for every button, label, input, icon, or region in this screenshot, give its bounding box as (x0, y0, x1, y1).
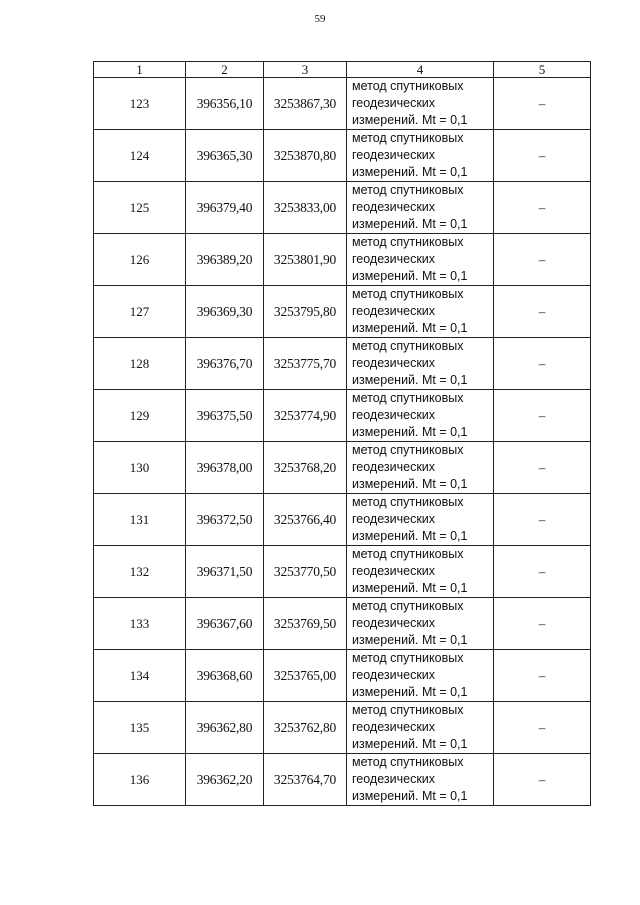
point-number: 131 (94, 494, 186, 546)
header-col-5: 5 (494, 62, 591, 78)
method-description: метод спутниковых геодезических измерений. Mt = 0,1 (347, 546, 494, 598)
note-dash: – (494, 390, 591, 442)
table-row (94, 130, 591, 182)
coordinate-y: 3253867,30 (264, 78, 347, 130)
note-dash: – (494, 650, 591, 702)
point-number: 132 (94, 546, 186, 598)
coordinate-x: 396378,00 (186, 442, 264, 494)
table-row (94, 494, 591, 546)
point-number: 128 (94, 338, 186, 390)
header-col-1: 1 (94, 62, 186, 78)
method-description: метод спутниковых геодезических измерений. Mt = 0,1 (347, 130, 494, 182)
coordinate-y: 3253769,50 (264, 598, 347, 650)
method-description: метод спутниковых геодезических измерений. Mt = 0,1 (347, 78, 494, 130)
coordinate-y: 3253766,40 (264, 494, 347, 546)
point-number: 130 (94, 442, 186, 494)
coordinate-x: 396362,20 (186, 754, 264, 806)
point-number: 126 (94, 234, 186, 286)
note-dash: – (494, 286, 591, 338)
coordinate-y: 3253762,80 (264, 702, 347, 754)
coordinate-x: 396375,50 (186, 390, 264, 442)
coordinate-y: 3253765,00 (264, 650, 347, 702)
header-col-4: 4 (347, 62, 494, 78)
method-description: метод спутниковых геодезических измерений. Mt = 0,1 (347, 598, 494, 650)
coordinate-x: 396371,50 (186, 546, 264, 598)
table-row (94, 702, 591, 754)
coordinate-y: 3253870,80 (264, 130, 347, 182)
table-row (94, 390, 591, 442)
note-dash: – (494, 234, 591, 286)
point-number: 133 (94, 598, 186, 650)
method-description: метод спутниковых геодезических измерений. Mt = 0,1 (347, 390, 494, 442)
note-dash: – (494, 702, 591, 754)
note-dash: – (494, 546, 591, 598)
point-number: 124 (94, 130, 186, 182)
table-row (94, 754, 591, 806)
coordinate-x: 396379,40 (186, 182, 264, 234)
method-description: метод спутниковых геодезических измерений. Mt = 0,1 (347, 234, 494, 286)
coordinate-x: 396368,60 (186, 650, 264, 702)
coordinate-y: 3253764,70 (264, 754, 347, 806)
coordinate-x: 396389,20 (186, 234, 264, 286)
point-number: 129 (94, 390, 186, 442)
point-number: 136 (94, 754, 186, 806)
method-description: метод спутниковых геодезических измерений. Mt = 0,1 (347, 286, 494, 338)
table-row (94, 286, 591, 338)
header-col-2: 2 (186, 62, 264, 78)
coordinate-x: 396365,30 (186, 130, 264, 182)
header-col-3: 3 (264, 62, 347, 78)
method-description: метод спутниковых геодезических измерений. Mt = 0,1 (347, 650, 494, 702)
method-description: метод спутниковых геодезических измерений. Mt = 0,1 (347, 702, 494, 754)
coordinate-y: 3253770,50 (264, 546, 347, 598)
point-number: 135 (94, 702, 186, 754)
note-dash: – (494, 442, 591, 494)
table-row (94, 442, 591, 494)
note-dash: – (494, 182, 591, 234)
table-row (94, 650, 591, 702)
method-description: метод спутниковых геодезических измерений. Mt = 0,1 (347, 182, 494, 234)
table-row (94, 78, 591, 130)
coordinate-x: 396372,50 (186, 494, 264, 546)
coordinate-y: 3253774,90 (264, 390, 347, 442)
table-row (94, 234, 591, 286)
table-row (94, 182, 591, 234)
coordinate-y: 3253801,90 (264, 234, 347, 286)
coordinates-table (93, 61, 591, 806)
note-dash: – (494, 130, 591, 182)
coordinate-y: 3253768,20 (264, 442, 347, 494)
table-body (94, 78, 591, 806)
method-description: метод спутниковых геодезических измерений. Mt = 0,1 (347, 494, 494, 546)
point-number: 127 (94, 286, 186, 338)
note-dash: – (494, 78, 591, 130)
table-row (94, 546, 591, 598)
page-number: 59 (314, 13, 326, 25)
coordinate-x: 396376,70 (186, 338, 264, 390)
header-row (94, 62, 591, 78)
point-number: 123 (94, 78, 186, 130)
table-row (94, 338, 591, 390)
note-dash: – (494, 754, 591, 806)
note-dash: – (494, 598, 591, 650)
coordinate-y: 3253775,70 (264, 338, 347, 390)
note-dash: – (494, 338, 591, 390)
coordinate-y: 3253833,00 (264, 182, 347, 234)
coordinate-x: 396356,10 (186, 78, 264, 130)
coordinate-x: 396369,30 (186, 286, 264, 338)
table-row (94, 598, 591, 650)
method-description: метод спутниковых геодезических измерений. Mt = 0,1 (347, 754, 494, 806)
method-description: метод спутниковых геодезических измерений. Mt = 0,1 (347, 338, 494, 390)
point-number: 125 (94, 182, 186, 234)
coordinate-y: 3253795,80 (264, 286, 347, 338)
note-dash: – (494, 494, 591, 546)
coordinate-x: 396367,60 (186, 598, 264, 650)
point-number: 134 (94, 650, 186, 702)
method-description: метод спутниковых геодезических измерений. Mt = 0,1 (347, 442, 494, 494)
coordinate-x: 396362,80 (186, 702, 264, 754)
table-header (94, 62, 591, 78)
